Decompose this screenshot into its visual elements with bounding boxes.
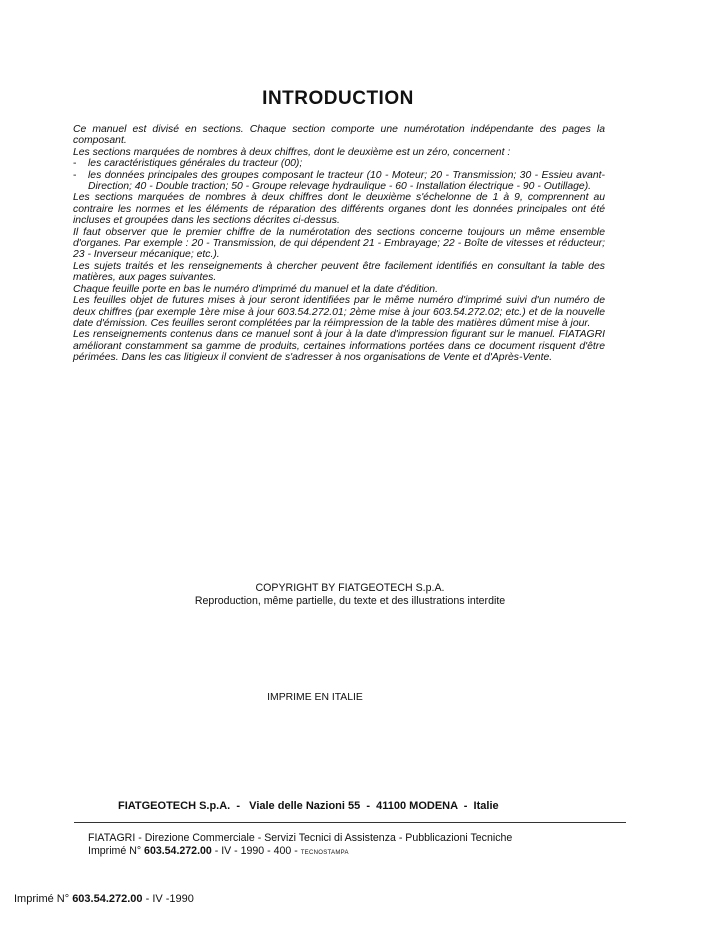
print-origin: IMPRIME EN ITALIE [267, 692, 363, 703]
print-number: 603.54.272.00 [144, 845, 212, 857]
list-item-text: les caractéristiques générales du tracteur (00); [88, 158, 303, 170]
introduction-text [73, 124, 605, 364]
page-ref-label: Imprimé N° [14, 893, 73, 905]
list-item-text: les données principales des groupes composant le tracteur (10 - Moteur; 20 - Transmission; 30 - Essieu avant-Direction; 40 - Double traction; 50 - Groupe relevage hydraulique - 60 - Installation électrique - 90 - Outillage). [88, 169, 605, 193]
print-number-line [88, 845, 512, 860]
paragraph: Les sections marquées de nombres à deux chiffres dont le deuxième s'échelonne de 1 à 9, comprennent au contraire les normes et les éléments de réparation des différents organes dont les données principales ont été incluses et groupées dans les sections décrites ci-dessus. [73, 192, 605, 227]
print-label: Imprimé N° [88, 845, 142, 857]
footer-divider [74, 822, 626, 823]
paragraph: Les feuilles objet de futures mises à jour seront identifiées par le même numéro d'imprimé suivi d'un numéro de deux chiffres (par exemple 1ère mise à jour 603.54.272.01; 2ème mise à jour 603.54.272.02; etc.) et de la nouvelle date d'émission. Ces feuilles seront complétées par la réimpression de la table des matières dûment mise à jour. [73, 295, 605, 329]
list-dash: - [73, 158, 77, 170]
paragraph: Il faut observer que le premier chiffre de la numérotation des sections concerne toujours un même ensemble d'organes. Par exemple : 20 - Transmission, de qui dépendent 21 - Embrayage; 22 - Boîte de vitesses et réducteur; 23 - Inverseur mécanique; etc.). [73, 226, 605, 261]
page-title: INTRODUCTION [262, 88, 414, 109]
paragraph: Les renseignements contenus dans ce manuel sont à jour à la date d'impression figurant sur le manuel. FIATAGRI améliorant constamment sa gamme de produits, certaines informations portées dans ce document risquent d'être périmées. Dans les cas litigieux il convient de s'adresser à nos organisations de Vente et d'Après-Vente. [73, 329, 605, 364]
copyright-line: COPYRIGHT BY FIATGEOTECH S.p.A. [255, 582, 445, 594]
reproduction-notice: Reproduction, même partielle, du texte et des illustrations interdite [194, 595, 506, 607]
list-dash: - [73, 169, 77, 181]
paragraph: Les sections marquées de nombres à deux chiffres, dont le deuxième est un zéro, concernent : [73, 146, 511, 158]
copyright-notice [90, 582, 610, 608]
paragraph: Les sujets traités et les renseignements à chercher peuvent être facilement identifiés en consultant la table des matières, aux pages suivantes. [73, 260, 605, 284]
department-line: FIATAGRI - Direzione Commerciale - Servizi Tecnici di Assistenza - Pubblicazioni Tecniche [88, 832, 513, 844]
list-item [73, 158, 605, 169]
page-ref-date: - IV -1990 [142, 893, 194, 905]
page-reference [14, 893, 194, 905]
print-date: - IV - 1990 - 400 - [211, 845, 301, 857]
company-address: FIATGEOTECH S.p.A. - Viale delle Nazioni 55 - 41100 MODENA - Italie [118, 800, 499, 812]
list-item [73, 170, 605, 193]
paragraph: Ce manuel est divisé en sections. Chaque section comporte une numérotation indépendante des pages la composant. [73, 124, 605, 147]
printer-name: TECNOSTAMPA [300, 850, 349, 856]
paragraph: Chaque feuille porte en bas le numéro d'imprimé du manuel et la date d'édition. [73, 283, 438, 295]
footer-info [88, 832, 512, 860]
page-ref-number: 603.54.272.00 [72, 893, 143, 905]
